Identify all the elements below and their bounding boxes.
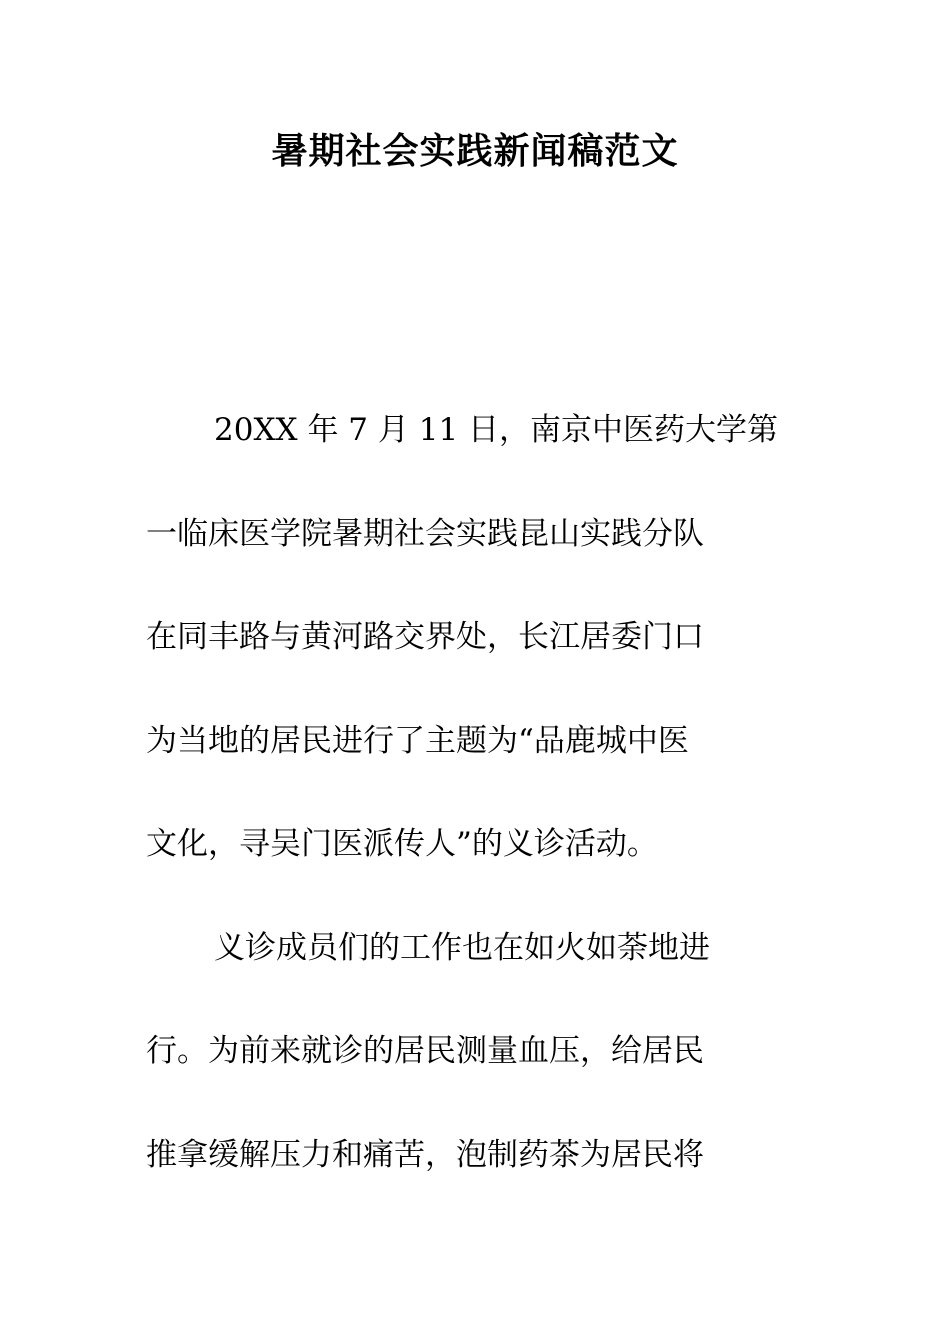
paragraph-1-line-5: 文化，寻吴门医派传人”的义诊活动。 bbox=[146, 826, 658, 862]
paragraph-2-line-3: 推拿缓解压力和痛苦，泡制药茶为居民将 bbox=[146, 1136, 704, 1173]
document-title: 暑期社会实践新闻稿范文 bbox=[271, 131, 679, 172]
paragraph-1-line-3: 在同丰路与黄河路交界处，长江居委门口 bbox=[146, 619, 704, 655]
paragraph-1-line-2: 一临床医学院暑期社会实践昆山实践分队 bbox=[146, 515, 704, 552]
paragraph-1-line-4: 为当地的居民进行了主题为“品鹿城中医 bbox=[146, 722, 689, 759]
paragraph-2-line-2: 行。为前来就诊的居民测量血压，给居民 bbox=[146, 1033, 704, 1069]
document-body bbox=[146, 395, 786, 1223]
paragraph-2-line-1: 义诊成员们的工作也在如火如荼地进 bbox=[214, 929, 710, 966]
paragraph-1-line-1: 20XX 年 7 月 11 日，南京中医药大学第 bbox=[214, 412, 779, 448]
